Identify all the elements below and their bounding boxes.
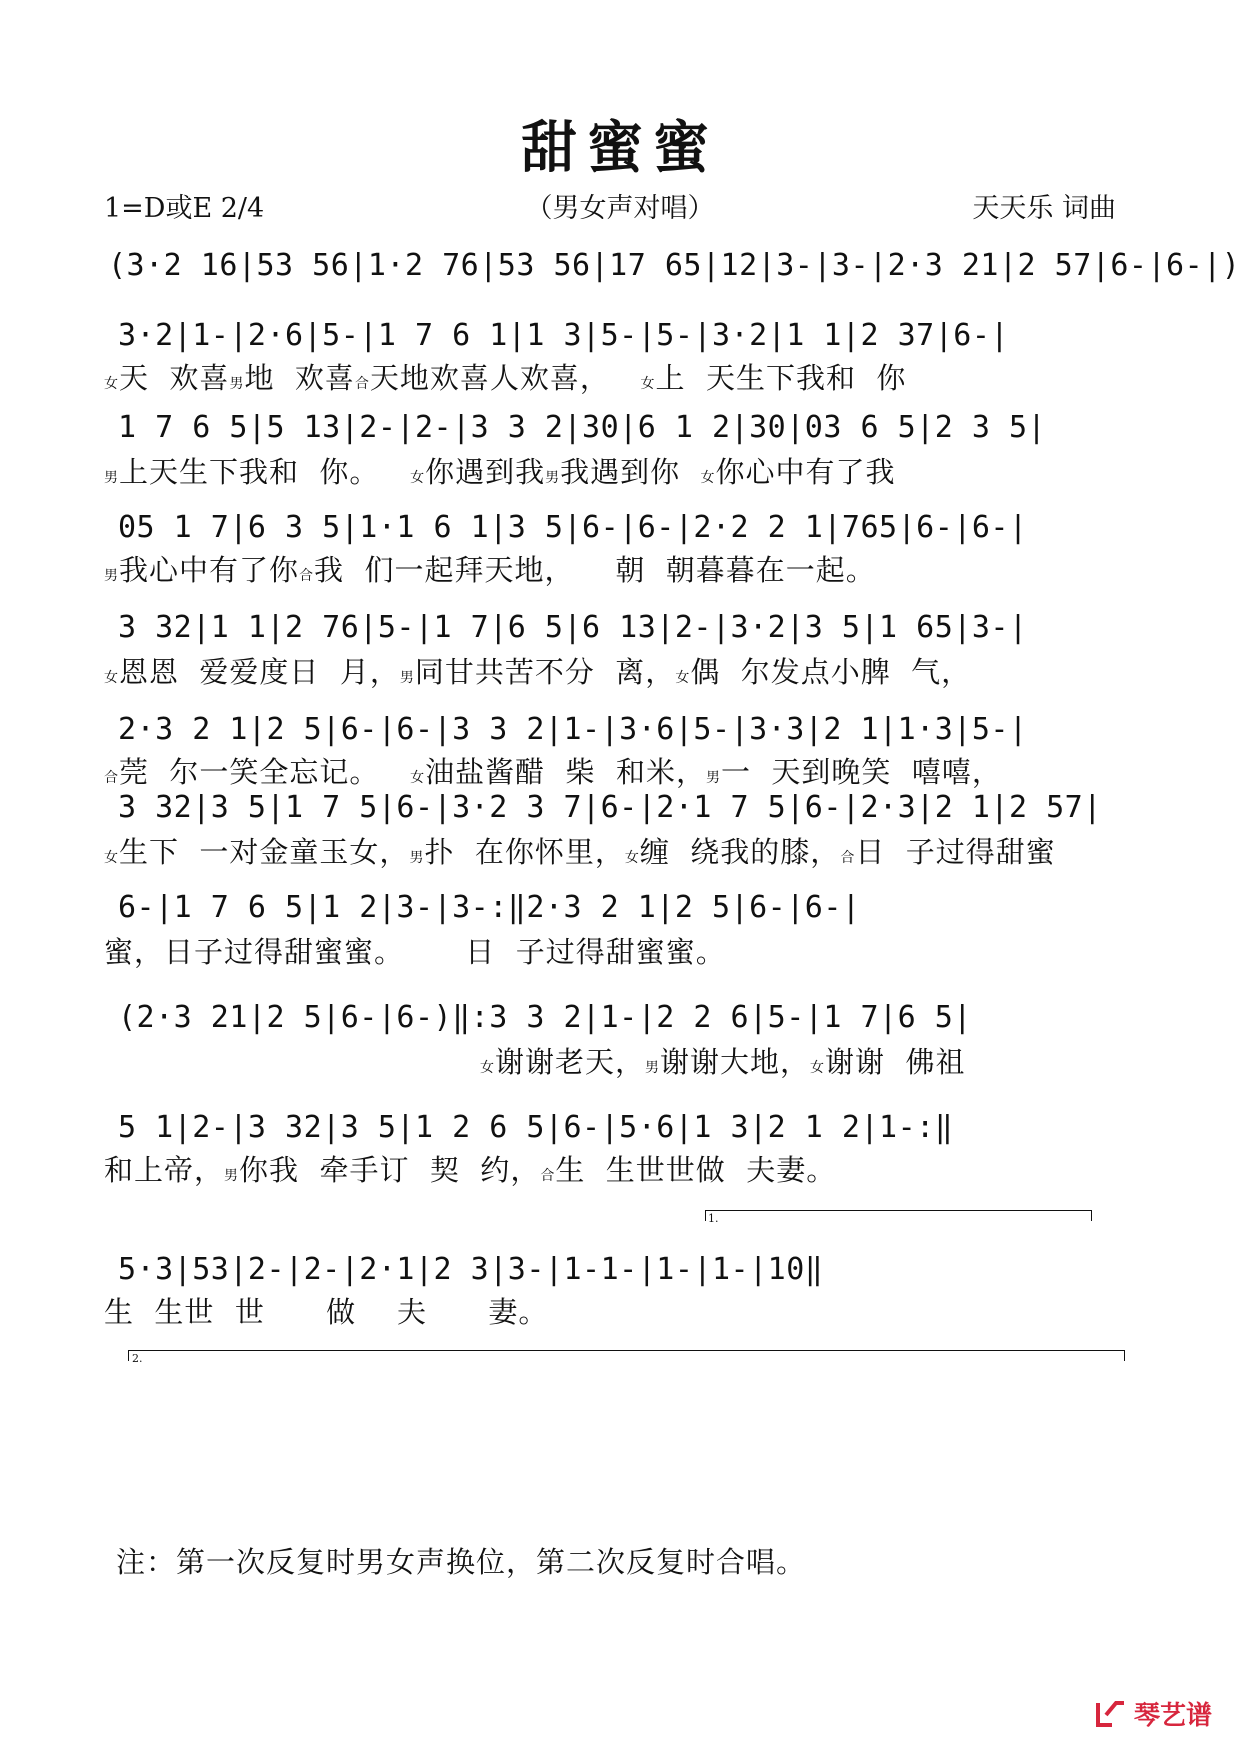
lyric-segment: 和上帝， (104, 1153, 225, 1187)
piano-logo-icon (1094, 1699, 1128, 1729)
lyric-segment: 油盐酱醋 柴 和米， (425, 755, 706, 789)
voice-marker: 男 (705, 770, 721, 786)
voice-marker: 合 (104, 770, 119, 786)
lyric-line-7 (104, 830, 1056, 871)
notation-line-3: 1 7 6 5|5 13|2-|2-|3 3 2|30|6 1 2|30|03 6 5|2 3 5| (118, 410, 1047, 445)
notation-line-8: 6-|1 7 6 5|1 2|3-|3-:‖2·3 2 1|2 5|6-|6-| (118, 890, 861, 925)
voice-marker: 女 (810, 1060, 826, 1076)
notation-line-10: 5 1|2-|3 32|3 5|1 2 6 5|6-|5·6|1 3|2 1 2|1-:‖ (118, 1110, 954, 1145)
notation-line-11: 5·3|53|2-|2-|2·1|2 3|3-|1-1-|1-|1-|10‖ (118, 1252, 824, 1287)
volta-number-2: 2. (132, 1352, 143, 1365)
lyric-segment: 一 天到晚笑 嘻嘻， (720, 755, 1002, 789)
notation-line-2: 3·2|1-|2·6|5-|1 7 6 1|1 3|5-|5-|3·2|1 1|2 37|6-| (118, 318, 1009, 353)
lyric-segment: 生 生世世做 夫妻。 (555, 1153, 837, 1187)
voice-marker: 女 (104, 670, 119, 686)
voice-marker: 男 (645, 1060, 661, 1076)
lyric-segment: 你遇到我 (425, 455, 546, 489)
subtitle: （男女声对唱） (525, 193, 715, 224)
lyric-segment: 谢谢 佛祖 (825, 1045, 966, 1079)
voice-marker: 女 (104, 850, 119, 866)
lyric-segment: 生 生世 世 做 夫 妻。 (104, 1295, 549, 1329)
watermark-logo (1094, 1695, 1212, 1732)
lyric-line-2 (104, 356, 906, 397)
voice-marker: 合 (354, 376, 370, 392)
lyric-line-9 (480, 1040, 965, 1081)
lyric-segment: 蜜，日子过得甜蜜蜜。 日 子过得甜蜜蜜。 (104, 935, 726, 969)
voice-marker: 合 (840, 850, 856, 866)
lyric-segment: 扑 在你怀里， (424, 835, 625, 869)
lyric-segment: 我遇到你 (560, 455, 701, 489)
voice-marker: 女 (410, 470, 426, 486)
lyric-segment: 谢谢大地， (660, 1045, 811, 1079)
lyric-segment: 你心中有了我 (715, 455, 896, 489)
notation-line-6: 2·3 2 1|2 5|6-|6-|3 3 2|1-|3·6|5-|3·3|2 1|1·3|5-| (118, 712, 1028, 747)
key-and-time-signature: 1=D或E 2/4 (104, 193, 265, 224)
lyric-segment: 天 欢喜 (119, 361, 230, 395)
lyric-segment: 我心中有了你 (119, 553, 300, 587)
lyric-segment: 恩恩 爱爱度日 月， (119, 655, 400, 689)
voice-marker: 女 (624, 850, 640, 866)
lyric-segment: 天地欢喜人欢喜， (369, 361, 641, 395)
voice-marker: 男 (409, 850, 425, 866)
lyric-line-3 (104, 450, 896, 491)
volta-bracket-2 (128, 1350, 1125, 1361)
voice-marker: 女 (104, 376, 119, 392)
lyric-segment: 上天生下我和 你。 (119, 455, 411, 489)
lyric-segment: 日 子过得甜蜜 (855, 835, 1056, 869)
lyric-segment: 生下 一对金童玉女， (119, 835, 410, 869)
voice-marker: 男 (104, 470, 119, 486)
lyric-segment: 你我 牵手订 契 约， (239, 1153, 541, 1187)
notation-line-4: 05 1 7|6 3 5|1·1 6 1|3 5|6-|6-|2·2 2 1|765|6-|6-| (118, 510, 1028, 545)
lyric-line-5 (104, 650, 971, 691)
voice-marker: 女 (410, 770, 426, 786)
lyric-line-4 (104, 548, 876, 589)
notation-line-9: (2·3 21|2 5|6-|6-)‖:3 3 2|1-|2 2 6|5-|1 7|6 5| (118, 1000, 972, 1035)
volta-number-1: 1. (708, 1212, 719, 1225)
voice-marker: 女 (675, 670, 691, 686)
lyric-line-11 (104, 1290, 548, 1331)
lyric-segment: 谢谢老天， (495, 1045, 646, 1079)
lyric-segment: 莞 尔一笑全忘记。 (119, 755, 411, 789)
song-title: 甜蜜蜜 (521, 115, 719, 181)
watermark-text: 琴艺谱 (1133, 1701, 1212, 1731)
lyric-segment: 同甘共苦不分 离， (414, 655, 676, 689)
voice-marker: 女 (640, 376, 656, 392)
lyric-line-8 (104, 930, 726, 971)
credits: 天天乐 词曲 (972, 193, 1116, 224)
voice-marker: 合 (299, 568, 315, 584)
lyric-line-10 (104, 1148, 836, 1189)
voice-marker: 合 (540, 1168, 556, 1184)
notation-line-5: 3 32|1 1|2 76|5-|1 7|6 5|6 13|2-|3·2|3 5|1 65|3-| (118, 610, 1028, 645)
voice-marker: 男 (229, 376, 245, 392)
voice-marker: 男 (545, 470, 561, 486)
lyric-segment: 我 们一起拜天地， 朝 朝暮暮在一起。 (314, 553, 876, 587)
voice-marker: 女 (480, 1060, 495, 1076)
lyric-segment: 地 欢喜 (244, 361, 355, 395)
volta-bracket-1 (705, 1210, 1092, 1221)
lyric-segment: 上 天生下我和 你 (655, 361, 907, 395)
voice-marker: 男 (224, 1168, 240, 1184)
footnote: 注：第一次反复时男女声换位，第二次反复时合唱。 (116, 1545, 807, 1579)
lyric-segment: 缠 绕我的膝， (639, 835, 841, 869)
notation-line-1: (3·2 16|53 56|1·2 76|53 56|17 65|12|3-|3-|2·3 21|2 57|6-|6-|) (108, 248, 1240, 283)
voice-marker: 男 (104, 568, 119, 584)
voice-marker: 男 (399, 670, 415, 686)
voice-marker: 女 (700, 470, 716, 486)
lyric-line-6 (104, 750, 1002, 791)
notation-line-7: 3 32|3 5|1 7 5|6-|3·2 3 7|6-|2·1 7 5|6-|2·3|2 1|2 57| (118, 790, 1102, 825)
lyric-segment: 偶 尔发点小脾 气， (690, 655, 972, 689)
